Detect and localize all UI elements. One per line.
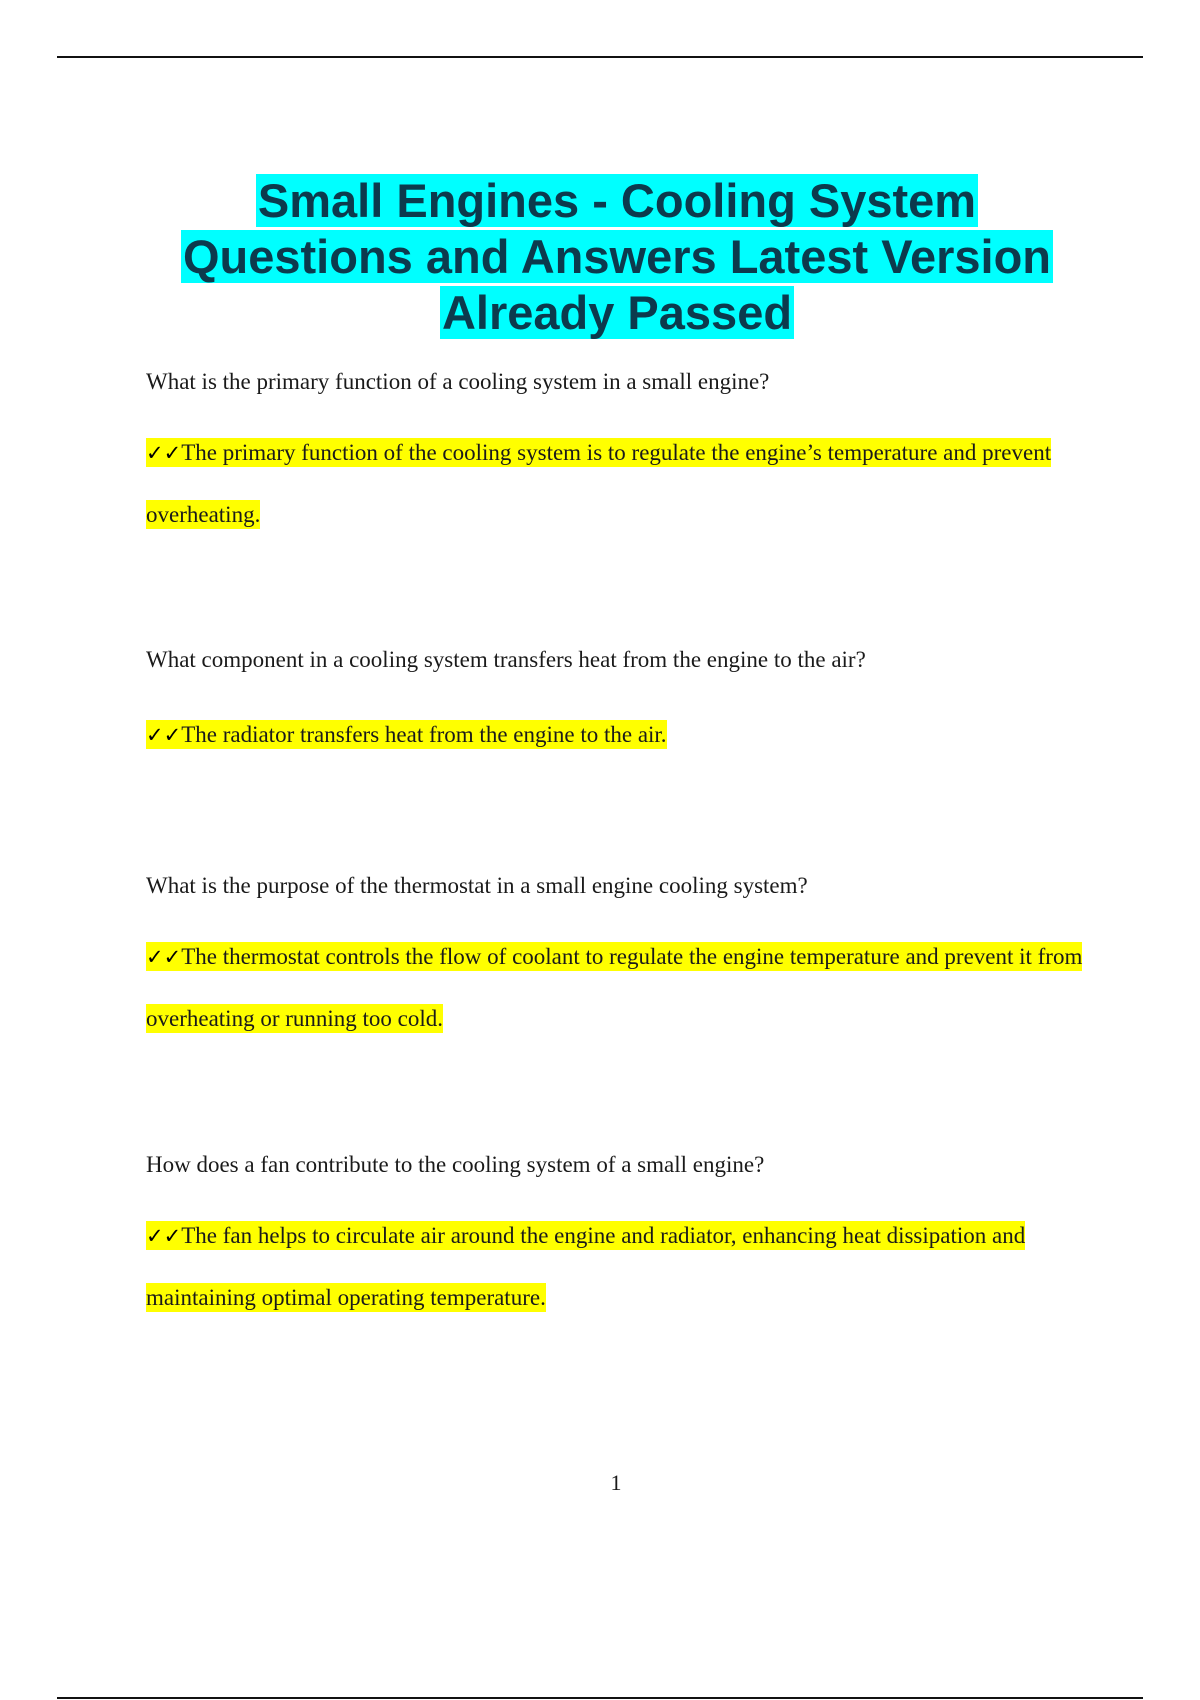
check-icon: ✓✓ (146, 723, 182, 747)
page-number: 1 (610, 1470, 622, 1495)
question-1: What is the primary function of a cooling system in a small engine? (146, 369, 770, 394)
answer-3 (146, 926, 1086, 1049)
answer-1-text: The primary function of the cooling system is to regulate the engine’s temperature and prevent overheating. (146, 440, 1052, 527)
qa-item-1 (146, 368, 1086, 545)
answer-4-text: The fan helps to circulate air around the engine and radiator, enhancing heat dissipation and maintaining optimal operating temperature. (146, 1223, 1026, 1310)
question-3: What is the purpose of the thermostat in a small engine cooling system? (146, 873, 808, 898)
qa-item-2 (146, 646, 1086, 766)
qa-item-4 (146, 1151, 1086, 1328)
question-4: How does a fan contribute to the cooling system of a small engine? (146, 1152, 765, 1177)
bottom-rule (57, 1697, 1143, 1699)
title-line-3: Already Passed (441, 286, 793, 340)
answer-1 (146, 422, 1086, 545)
qa-item-3 (146, 872, 1086, 1049)
top-rule (57, 56, 1143, 58)
check-icon: ✓✓ (146, 945, 182, 969)
answer-4 (146, 1205, 1086, 1328)
title-line-1: Small Engines - Cooling System (257, 174, 977, 228)
check-icon: ✓✓ (146, 1224, 182, 1248)
check-icon: ✓✓ (146, 441, 182, 465)
answer-2-text: The radiator transfers heat from the engine to the air. (181, 722, 667, 747)
title-line-2: Questions and Answers Latest Version (182, 230, 1051, 284)
answer-2 (146, 704, 1086, 766)
question-2: What component in a cooling system transfers heat from the engine to the air? (146, 647, 866, 672)
answer-3-text: The thermostat controls the flow of coolant to regulate the engine temperature and prevent it from overheating or running too cold. (146, 944, 1083, 1031)
document-title (100, 173, 1134, 341)
